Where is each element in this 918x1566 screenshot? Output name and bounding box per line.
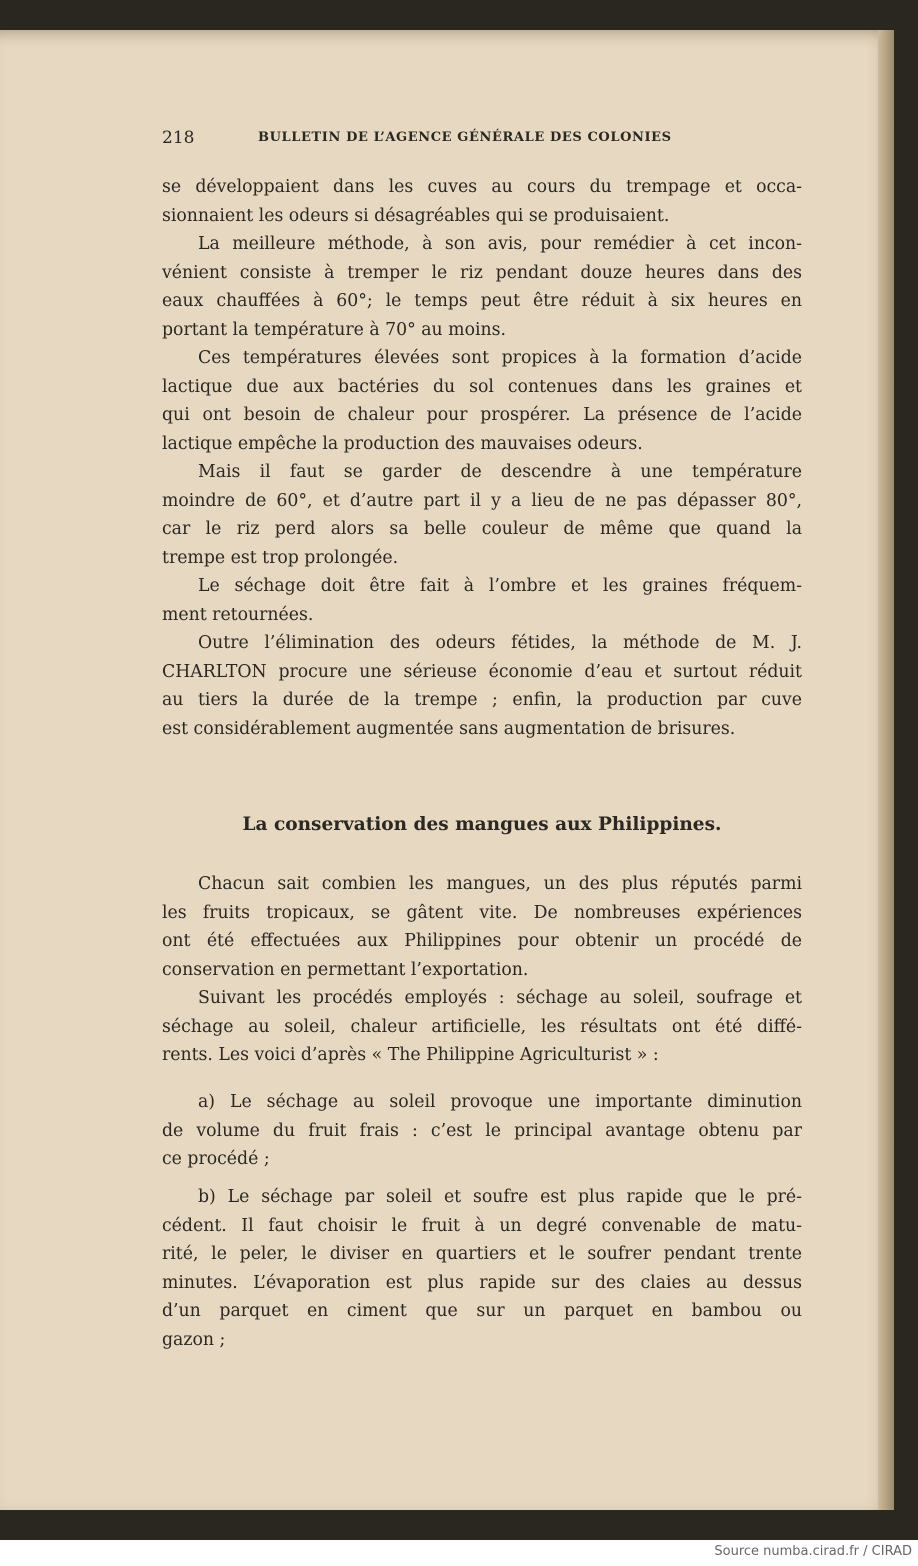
- text-line: ment retournées.: [162, 604, 314, 625]
- text-line: se développaient dans les cuves au cours du trempage et occa-: [162, 177, 802, 197]
- text-line: Chacun sait combien les mangues, un des plus réputés parmi: [198, 874, 802, 894]
- text-line: Mais il faut se garder de descendre à une température: [198, 462, 802, 482]
- source-credit: Source numba.cirad.fr / CIRAD: [714, 1544, 912, 1559]
- text-block-rice: [162, 173, 802, 743]
- text-line: minutes. L’évaporation est plus rapide sur des claies au dessus: [162, 1272, 802, 1293]
- text-line: gazon ;: [162, 1329, 226, 1350]
- text-line: rents. Les voici d’après « The Philippine Agriculturist » :: [162, 1045, 659, 1065]
- text-line: sionnaient les odeurs si désagréables qui se produisaient.: [162, 205, 670, 226]
- text-line: vénient consiste à tremper le riz pendant douze heures dans des: [162, 262, 802, 283]
- section-title: La conservation des mangues aux Philippines.: [242, 814, 722, 835]
- text-line: Le séchage doit être fait à l’ombre et les graines fréquem-: [198, 576, 802, 596]
- page-edge: [878, 30, 894, 1510]
- text-line: qui ont besoin de chaleur pour prospérer. La présence de l’acide: [162, 405, 802, 425]
- text-line: La meilleure méthode, à son avis, pour remédier à cet incon-: [198, 234, 802, 254]
- running-title: BULLETIN DE L’AGENCE GÉNÉRALE DES COLONIES: [258, 130, 672, 145]
- text-line: Suivant les procédés employés : séchage au soleil, soufrage et: [198, 988, 802, 1008]
- text-line: d’un parquet en ciment que sur un parquet en bambou ou: [162, 1301, 802, 1321]
- text-line: portant la température à 70° au moins.: [162, 319, 506, 340]
- text-line: car le riz perd alors sa belle couleur de même que quand la: [162, 519, 802, 539]
- text-line: ont été effectuées aux Philippines pour obtenir un procédé de: [162, 931, 802, 951]
- text-line: moindre de 60°, et d’autre part il y a lieu de ne pas dépasser 80°,: [162, 490, 802, 511]
- text-block-item-a: [162, 1088, 802, 1174]
- text-line: CHARLTON procure une sérieuse économie d’eau et surtout réduit: [162, 661, 802, 682]
- text-line: ce procédé ;: [162, 1149, 270, 1169]
- text-line: Outre l’élimination des odeurs fétides, la méthode de M. J.: [198, 633, 802, 653]
- page-header: [162, 128, 802, 152]
- text-block-mangoes: [162, 870, 802, 1070]
- text-line: a) Le séchage au soleil provoque une importante diminution: [198, 1092, 802, 1112]
- text-line: Ces températures élevées sont propices à la formation d’acide: [198, 348, 802, 368]
- text-line: rité, le peler, le diviser en quartiers et le soufrer pendant trente: [162, 1244, 802, 1264]
- text-line: conservation en permettant l’exportation.: [162, 959, 529, 980]
- text-line: est considérablement augmentée sans augmentation de brisures.: [162, 718, 736, 739]
- text-line: cédent. Il faut choisir le fruit à un degré convenable de matu-: [162, 1215, 802, 1236]
- text-line: lactique due aux bactéries du sol contenues dans les graines et: [162, 376, 802, 397]
- text-block-item-b: [162, 1183, 802, 1354]
- page-number: 218: [162, 128, 195, 148]
- text-line: trempe est trop prolongée.: [162, 547, 399, 568]
- text-line: les fruits tropicaux, se gâtent vite. De nombreuses expériences: [162, 902, 802, 923]
- text-line: eaux chauffées à 60°; le temps peut être réduit à six heures en: [162, 291, 802, 311]
- text-line: séchage au soleil, chaleur artificielle, les résultats ont été diffé-: [162, 1016, 802, 1037]
- text-line: au tiers la durée de la trempe ; enfin, la production par cuve: [162, 690, 802, 710]
- text-line: de volume du fruit frais : c’est le principal avantage obtenu par: [162, 1120, 802, 1141]
- text-line: lactique empêche la production des mauvaises odeurs.: [162, 433, 643, 454]
- text-line: b) Le séchage par soleil et soufre est plus rapide que le pré-: [198, 1187, 802, 1207]
